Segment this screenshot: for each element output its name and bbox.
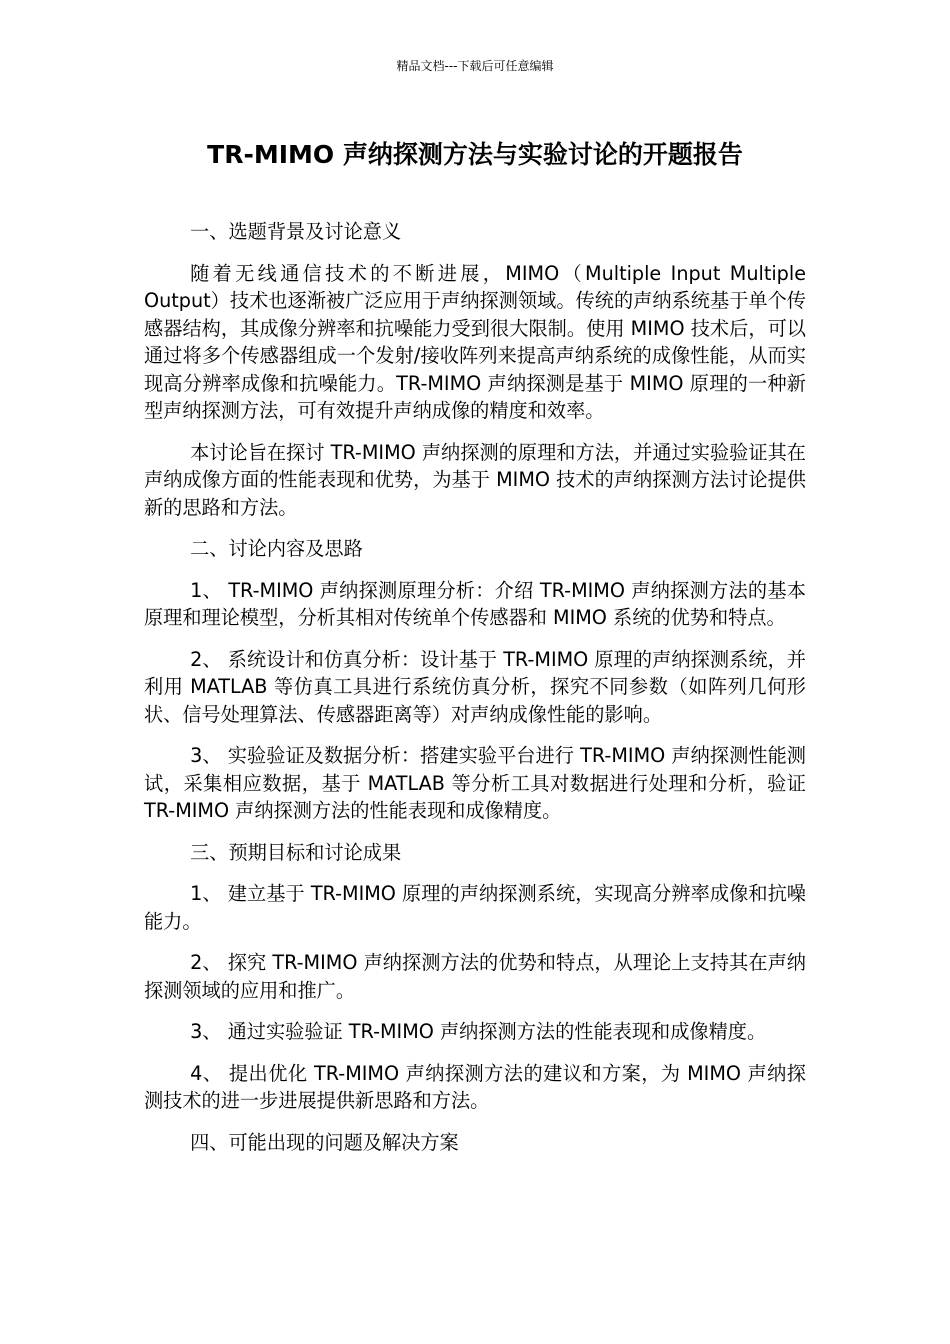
section-heading-goals: 三、预期目标和讨论成果 xyxy=(190,840,402,864)
list-item-goal-4: 4、 提出优化 TR-MIMO 声纳探测方法的建议和方案，为 MIMO 声纳探测技术的进一步进展提供新思路和方法。 xyxy=(144,1061,806,1112)
list-item-goal-1: 1、 建立基于 TR-MIMO 原理的声纳探测系统，实现高分辨率成像和抗噪能力。 xyxy=(144,882,806,933)
section-heading-content: 二、讨论内容及思路 xyxy=(190,537,363,560)
document-body xyxy=(144,218,806,1170)
page-header: 精品文档---下载后可任意编辑 xyxy=(396,59,554,73)
list-item-goal-2: 2、 探究 TR-MIMO 声纳探测方法的优势和特点，从理论上支持其在声纳探测领域的应用和推广。 xyxy=(144,951,806,1002)
document-title: TR-MIMO 声纳探测方法与实验讨论的开题报告 xyxy=(207,140,743,169)
list-item-content-3: 3、 实验验证及数据分析：搭建实验平台进行 TR-MIMO 声纳探测性能测试，采集相应数据，基于 MATLAB 等分析工具对数据进行处理和分析，验证 TR-MIMO 声纳探测方法的性能表现和成像精度。 xyxy=(144,744,806,822)
paragraph-purpose: 本讨论旨在探讨 TR-MIMO 声纳探测的原理和方法，并通过实验验证其在声纳成像方面的性能表现和优势，为基于 MIMO 技术的声纳探测方法讨论提供新的思路和方法。 xyxy=(144,440,806,519)
list-item-content-1: 1、 TR-MIMO 声纳探测原理分析：介绍 TR-MIMO 声纳探测方法的基本原理和理论模型，分析其相对传统单个传感器和 MIMO 系统的优势和特点。 xyxy=(144,578,806,629)
paragraph-background: 随着无线通信技术的不断进展，MIMO（Multiple Input Multiple Output）技术也逐渐被广泛应用于声纳探测领域。传统的声纳系统基于单个传感器结构，其成像分辨率和抗噪能力受到很大限制。使用 MIMO 技术后，可以通过将多个传感器组成一个发射/接收阵列来提高声纳系统的成像性能，从而实现高分辨率成像和抗噪能力。TR-MIMO 声纳探测是基于 MIMO 原理的一种新型声纳探测方法，可有效提升声纳成像的精度和效率。 xyxy=(144,261,806,422)
section-heading-background: 一、选题背景及讨论意义 xyxy=(190,220,402,243)
list-item-content-2: 2、 系统设计和仿真分析：设计基于 TR-MIMO 原理的声纳探测系统，并利用 MATLAB 等仿真工具进行系统仿真分析，探究不同参数（如阵列几何形状、信号处理算法、传感器距离等）对声纳成像性能的影响。 xyxy=(144,647,806,726)
section-heading-problems: 四、可能出现的问题及解决方案 xyxy=(190,1130,459,1154)
list-item-goal-3: 3、 通过实验验证 TR-MIMO 声纳探测方法的性能表现和成像精度。 xyxy=(190,1020,767,1043)
